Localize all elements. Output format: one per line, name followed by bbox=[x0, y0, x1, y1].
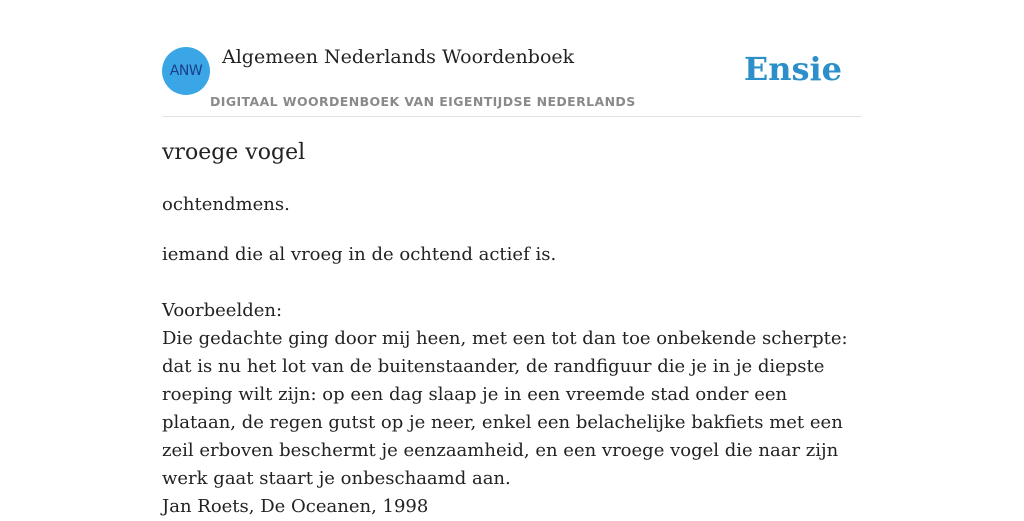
entry-definition-block bbox=[162, 241, 862, 521]
entry-synonym: ochtendmens. bbox=[162, 194, 290, 215]
entry-card bbox=[162, 0, 862, 517]
entry-term: vroege vogel bbox=[162, 140, 306, 165]
example-text: Die gedachte ging door mij heen, met een tot dan toe onbekende scherpte: dat is nu het lot van de buitenstaander, de randfiguur die je in je diepste roeping wilt zijn: op een dag slaap je in een vreemde stad onder een plataan, de regen gutst op je neer, enkel een belachelijke bakfiets met een zeil erboven beschermt je eenzaamheid, en een vroege vogel die naar zijn werk gaat staart je onbeschaamd aan. bbox=[162, 328, 848, 489]
definition-text: iemand die al vroeg in de ochtend actief is. bbox=[162, 244, 557, 265]
site-title[interactable]: Algemeen Nederlands Woordenboek bbox=[222, 46, 575, 68]
example-source: Jan Roets, De Oceanen, 1998 bbox=[162, 496, 429, 517]
site-subtitle: DIGITAAL WOORDENBOEK VAN EIGENTIJDSE NEDERLANDS bbox=[210, 94, 636, 109]
header bbox=[162, 0, 862, 117]
examples-label: Voorbeelden: bbox=[162, 300, 283, 321]
anw-logo[interactable] bbox=[162, 47, 210, 95]
ensie-brand-link[interactable]: Ensie bbox=[743, 50, 842, 88]
logo-text: ANW bbox=[169, 63, 203, 79]
